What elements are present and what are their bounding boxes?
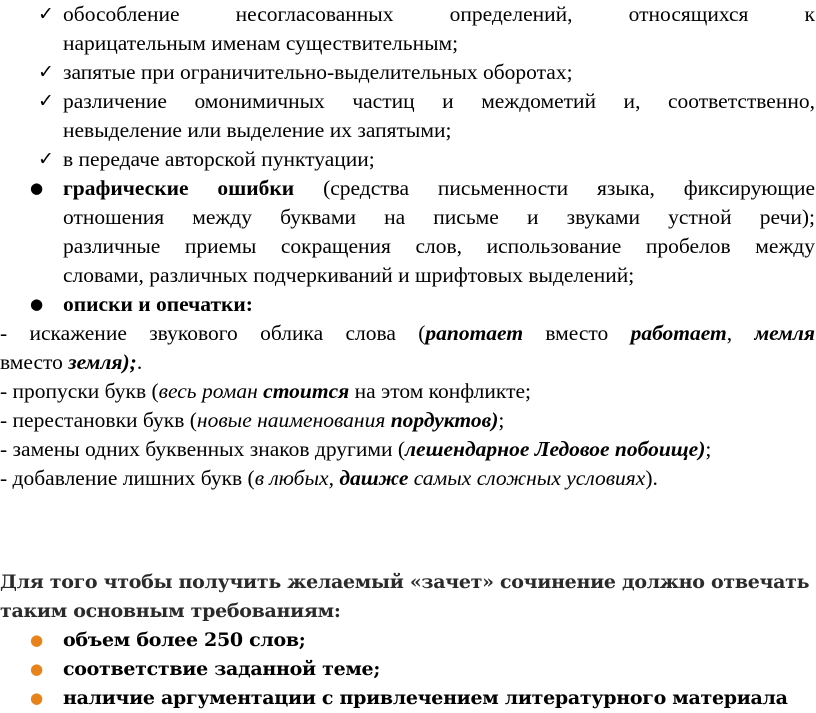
- checkmark-icon: ✓: [38, 61, 54, 83]
- replacement-example: лешендарное Ледовое побоище): [405, 437, 706, 461]
- transposition-example: новые наименования: [196, 408, 386, 432]
- distortion-text: вместо: [545, 321, 609, 345]
- replacement-text: ;: [705, 437, 712, 461]
- bullet-icon: ●: [30, 631, 44, 649]
- addition-example: в любых,: [254, 466, 334, 490]
- checklist-item-1-line-1: обособление несогласованных определений, относящихся к: [63, 2, 815, 26]
- typos-transposition: [0, 406, 504, 435]
- graphic-errors-line-4: словами, различных подчеркиваний и шрифтовых выделений;: [63, 263, 635, 287]
- omission-error-word: стоится: [263, 379, 350, 403]
- distortion-example-4: земля);: [68, 350, 137, 374]
- distortion-text: ,: [726, 321, 733, 345]
- addition-error-word: дашже: [339, 466, 409, 490]
- transposition-text: ;: [498, 408, 505, 432]
- addition-text: ).: [645, 466, 658, 490]
- distortion-example-1: рапотает: [425, 321, 524, 345]
- distortion-text: .: [136, 350, 143, 374]
- typos-distortion-line-1: [0, 319, 815, 348]
- addition-example: самых сложных условиях: [413, 466, 646, 490]
- checklist-item-1-line-2: нарицательным именам существительным;: [63, 31, 459, 55]
- graphic-errors-term: графические ошибки: [63, 176, 295, 200]
- requirement-item-3: наличие аргументации с привлечением литературного материала: [63, 687, 788, 709]
- graphic-errors-text-1: (средства письменности языка, фиксирующие: [323, 176, 816, 200]
- checklist-item-3-line-1: различение омонимичных частиц и междометий и, соответственно,: [63, 89, 815, 113]
- omission-text: - пропуски букв (: [0, 379, 159, 403]
- distortion-example-3: мемля: [754, 321, 816, 345]
- distortion-example-2: работает: [630, 321, 727, 345]
- addition-text: - добавление лишних букв (: [0, 466, 255, 490]
- replacement-text: - замены одних буквенных знаков другими (: [0, 437, 406, 461]
- checkmark-icon: ✓: [38, 3, 54, 25]
- distortion-text: - искажение звукового облика слова (: [0, 321, 426, 345]
- requirements-intro-line-1: Для того чтобы получить желаемый «зачет» сочинение должно отвечать: [0, 571, 810, 593]
- checklist-item-4: в передаче авторской пунктуации;: [63, 147, 375, 171]
- typos-term: описки и опечатки:: [63, 292, 253, 316]
- requirement-item-1: объем более 250 слов;: [63, 629, 306, 651]
- bullet-icon: ●: [30, 660, 44, 678]
- graphic-errors-line-1: [63, 174, 815, 203]
- typos-omission: [0, 377, 531, 406]
- typos-distortion-line-2: [0, 348, 142, 377]
- bullet-icon: ●: [30, 295, 44, 313]
- omission-text: на этом конфликте;: [354, 379, 531, 403]
- bullet-icon: ●: [30, 689, 44, 707]
- checklist-item-2: запятые при ограничительно-выделительных оборотах;: [63, 60, 573, 84]
- graphic-errors-line-2: отношения между буквами на письме и звуками устной речи);: [63, 205, 815, 229]
- typos-replacement: [0, 435, 711, 464]
- omission-example: весь роман: [158, 379, 258, 403]
- checkmark-icon: ✓: [38, 148, 54, 170]
- graphic-errors-line-3: различные приемы сокращения слов, использование пробелов между: [63, 234, 815, 258]
- requirement-item-2: соответствие заданной теме;: [63, 658, 381, 680]
- transposition-error-word: пордуктов): [390, 408, 499, 432]
- transposition-text: - перестановки букв (: [0, 408, 197, 432]
- checkmark-icon: ✓: [38, 90, 54, 112]
- typos-addition: [0, 464, 658, 493]
- checklist-item-3-line-2: невыделение или выделение их запятыми;: [63, 118, 452, 142]
- bullet-icon: ●: [30, 179, 44, 197]
- distortion-text: вместо: [0, 350, 63, 374]
- requirements-intro-line-2: таким основным требованиям:: [0, 600, 341, 622]
